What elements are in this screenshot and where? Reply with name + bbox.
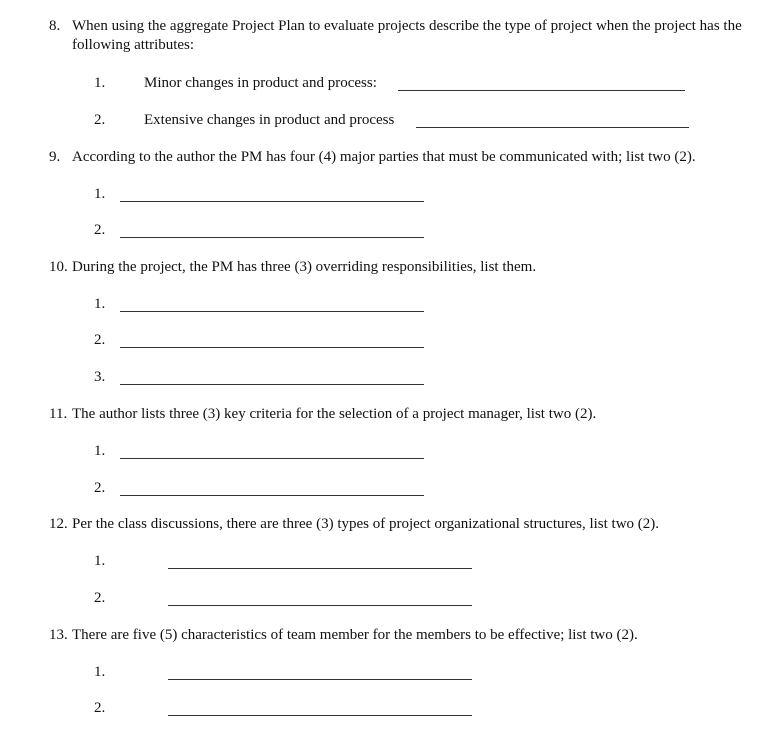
item-label: Extensive changes in product and process [144, 112, 395, 128]
answer-blank[interactable] [120, 347, 424, 348]
question-10 [49, 258, 749, 277]
answer-item [94, 331, 434, 351]
answer-blank[interactable] [168, 679, 472, 680]
question-11 [49, 405, 749, 424]
answer-item [94, 185, 434, 205]
answer-item [94, 479, 434, 499]
answer-blank[interactable] [416, 127, 689, 128]
question-text: When using the aggregate Project Plan to evaluate projects describe the type of project when the project has the following attributes: [72, 18, 742, 53]
item-number: 2. [94, 590, 106, 606]
answer-blank[interactable] [120, 458, 424, 459]
item-number: 1. [94, 553, 106, 569]
item-label: Minor changes in product and process: [144, 75, 377, 91]
item-number: 2. [94, 700, 106, 716]
answer-item [94, 663, 484, 683]
question-number: 11. [49, 406, 68, 422]
answer-item [94, 368, 434, 388]
question-text: During the project, the PM has three (3) overriding responsibilities, list them. [72, 259, 537, 275]
question-number: 13. [49, 627, 68, 643]
question-text: There are five (5) characteristics of team member for the members to be effective; list two (2). [72, 627, 638, 643]
answer-item [94, 699, 484, 719]
question-8 [49, 17, 749, 55]
answer-item [94, 111, 694, 131]
answer-item [94, 74, 694, 94]
question-text: The author lists three (3) key criteria for the selection of a project manager, list two (2). [72, 406, 597, 422]
answer-item [94, 221, 434, 241]
answer-blank[interactable] [120, 384, 424, 385]
question-number: 10. [49, 259, 68, 275]
question-9 [49, 148, 749, 167]
item-number: 1. [94, 75, 106, 91]
answer-blank[interactable] [168, 568, 472, 569]
item-number: 1. [94, 186, 106, 202]
item-number: 2. [94, 332, 106, 348]
answer-blank[interactable] [168, 715, 472, 716]
item-number: 1. [94, 296, 106, 312]
answer-item [94, 295, 434, 315]
question-number: 9. [49, 149, 61, 165]
question-13 [49, 626, 749, 645]
answer-blank[interactable] [120, 495, 424, 496]
question-12 [49, 515, 749, 534]
answer-blank[interactable] [120, 201, 424, 202]
question-number: 8. [49, 18, 61, 34]
item-number: 2. [94, 112, 106, 128]
question-number: 12. [49, 516, 68, 532]
item-number: 1. [94, 443, 106, 459]
answer-item [94, 589, 484, 609]
answer-item [94, 552, 484, 572]
question-text: According to the author the PM has four (4) major parties that must be communicated with; list two (2). [72, 149, 696, 165]
item-number: 3. [94, 369, 106, 385]
answer-blank[interactable] [120, 237, 424, 238]
item-number: 2. [94, 480, 106, 496]
answer-item [94, 442, 434, 462]
answer-blank[interactable] [398, 90, 685, 91]
item-number: 2. [94, 222, 106, 238]
answer-blank[interactable] [168, 605, 472, 606]
item-number: 1. [94, 664, 106, 680]
answer-blank[interactable] [120, 311, 424, 312]
question-text: Per the class discussions, there are three (3) types of project organizational structures, list two (2). [72, 516, 660, 532]
